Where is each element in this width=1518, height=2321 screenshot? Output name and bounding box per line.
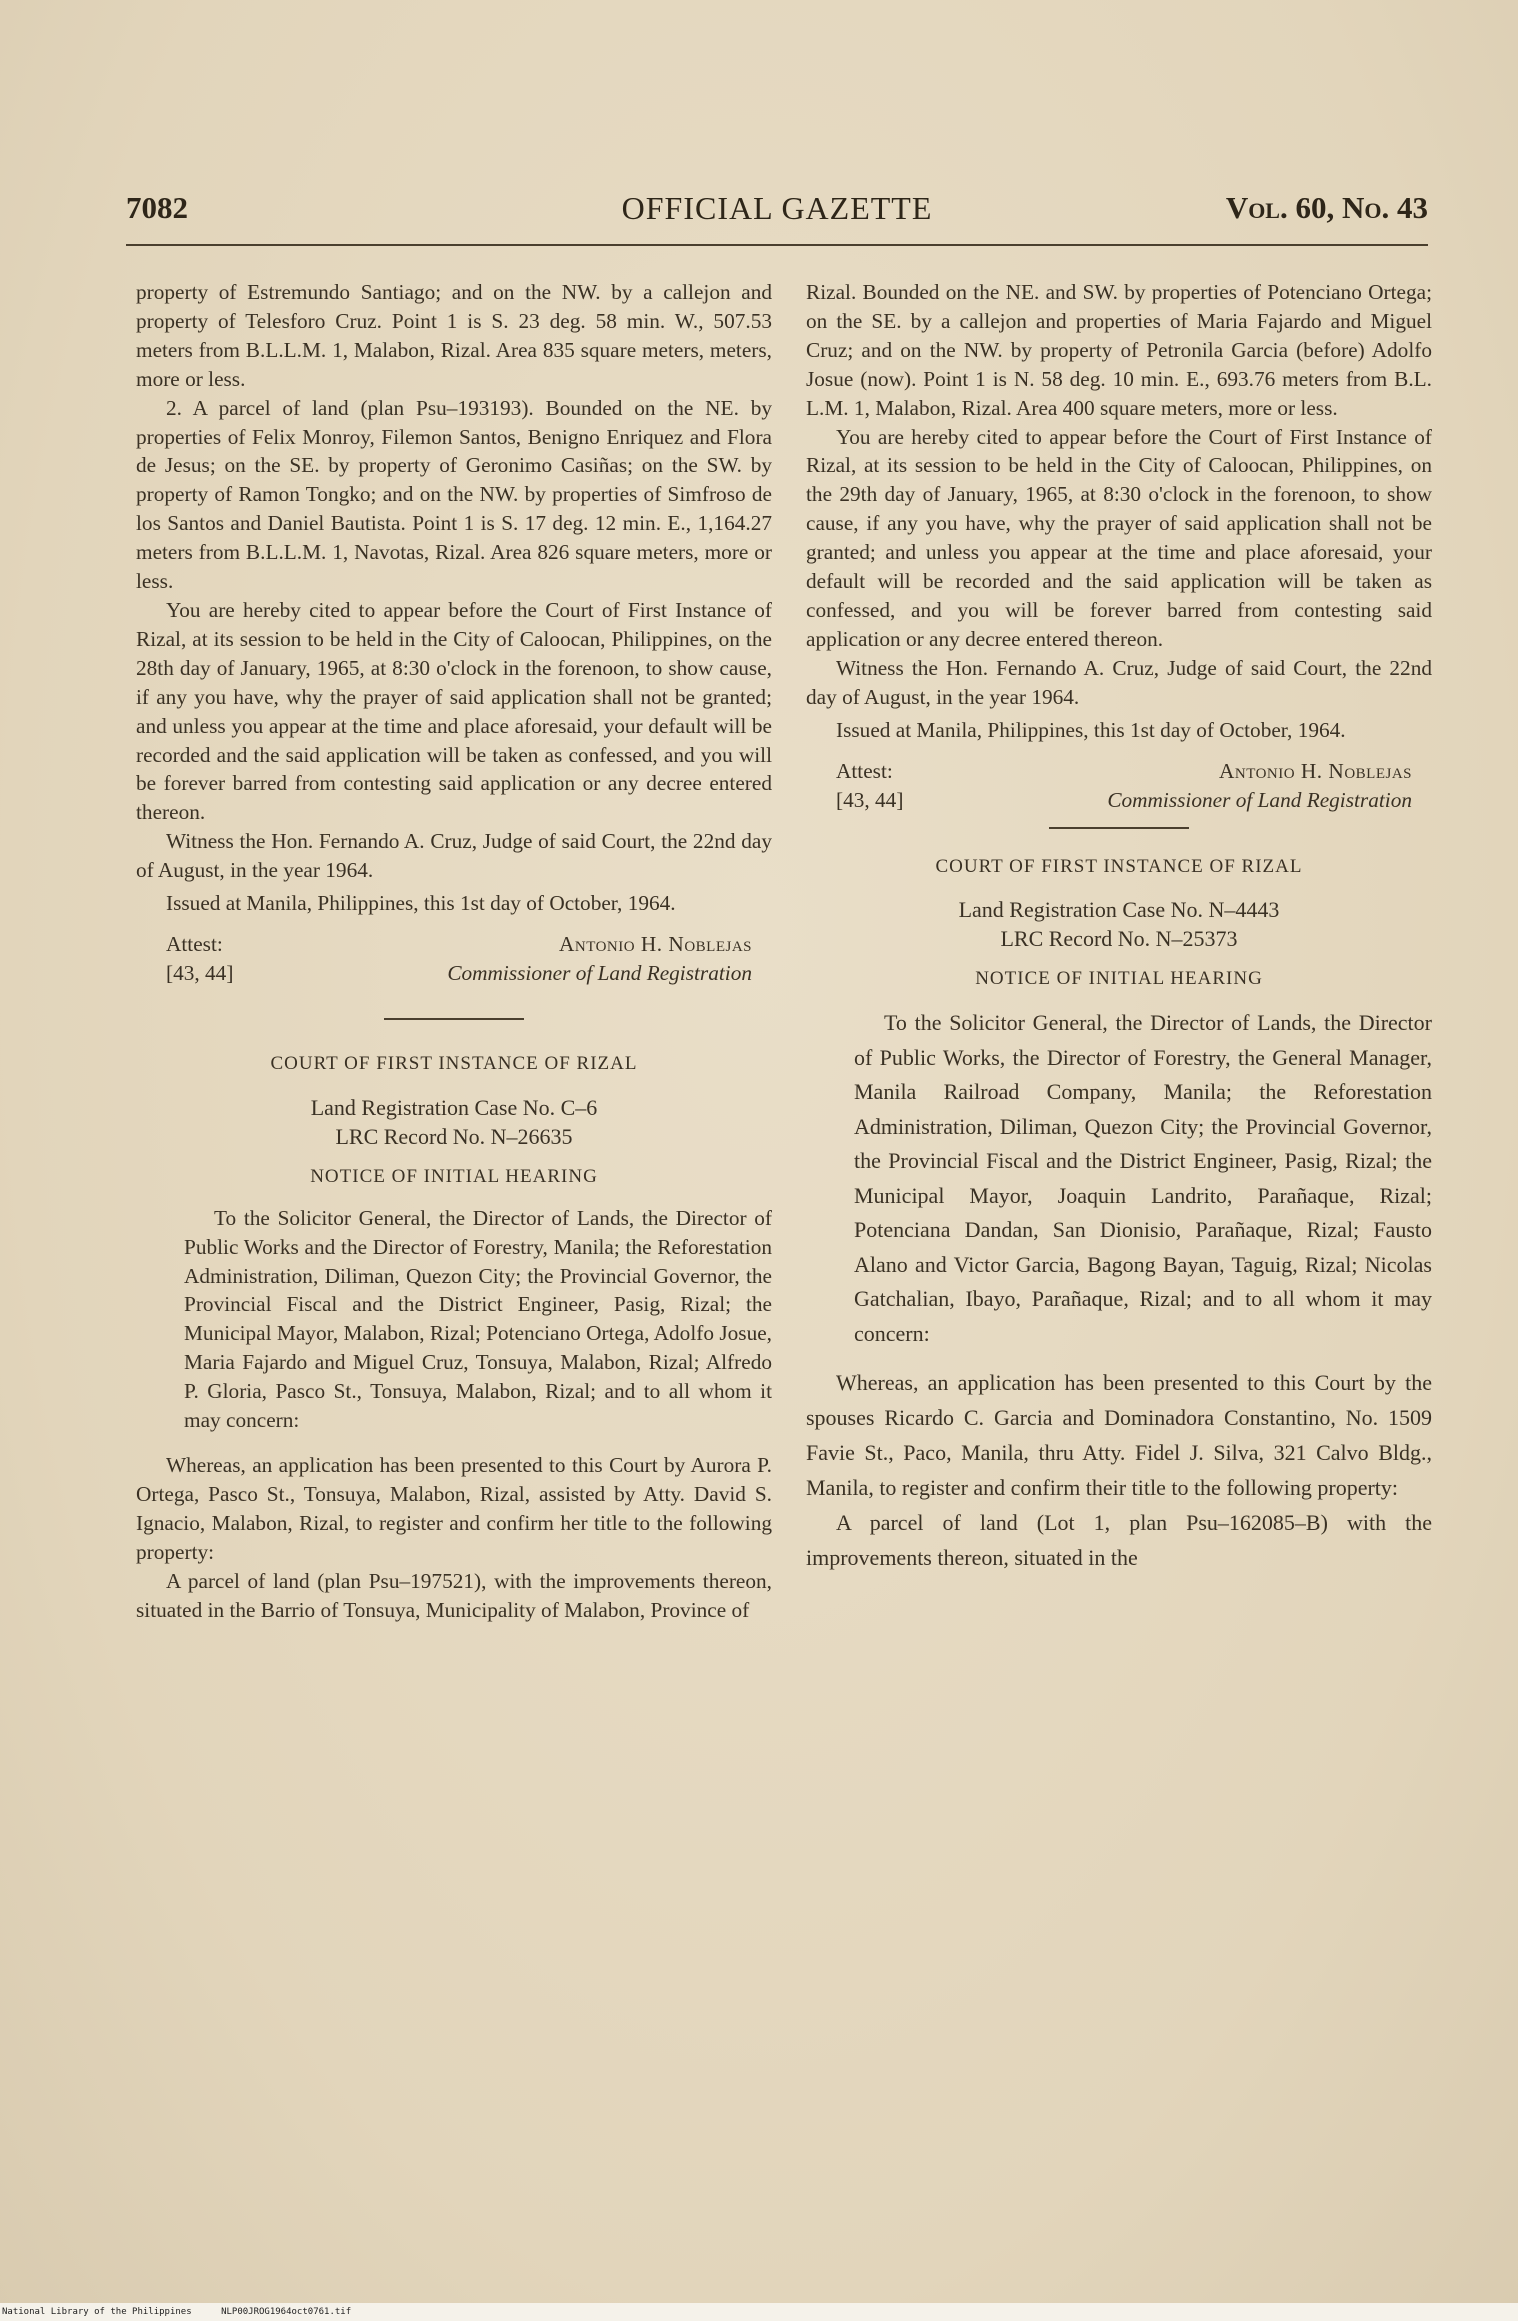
notice-address: To the Solicitor General, the Director of Lands, the Director of Public Works and the Director of Forestry, Manila; the Reforestation Administration, Diliman, Quezon City; the Provincial Governor, the Provincial Fiscal and the District Engineer, Pasig, Rizal; the Municipal Mayor, Malabon, Rizal; Potenciano Ortega, Adolfo Josue, Maria Fajardo and Miguel Cruz, Tonsuya, Malabon, Rizal; Alfredo P. Gloria, Pasco St., Tonsuya, Malabon, Rizal; and to all whom it may concern: — [184, 1205, 772, 1433]
attest-name: Antonio H. Noblejas — [558, 931, 752, 956]
case-number: Land Registration Case No. C–6 — [310, 1094, 598, 1120]
attest-block — [136, 930, 772, 988]
attest-title: Commissioner of Land Registration — [447, 960, 752, 985]
paragraph: Whereas, an application has been presented to this Court by the spouses Ricardo C. Garcia and Dominadora Constantino, No. 1509 Favie St., Paco, Manila, thru Atty. Fidel J. Silva, 321 Calvo Bldg., Manila, to register and confirm their title to the following property: — [806, 1370, 1432, 1501]
page-number: 7082 — [126, 190, 188, 225]
scan-footer — [0, 2303, 1518, 2321]
attest-title: Commissioner of Land Registration — [1107, 787, 1412, 812]
notice-heading: NOTICE OF INITIAL HEARING — [975, 968, 1263, 990]
paragraph: Issued at Manila, Philippines, this 1st day of October, 1964. — [836, 717, 1346, 742]
court-heading: COURT OF FIRST INSTANCE OF RIZAL — [935, 855, 1303, 877]
paragraph: Whereas, an application has been presented to this Court by Aurora P. Ortega, Pasco St., Tonsuya, Malabon, Rizal, assisted by Atty. David S. Ignacio, Malabon, Rizal, to register and confirm her title to the following property: — [136, 1453, 772, 1564]
paragraph: You are hereby cited to appear before the Court of First Instance of Rizal, at its session to be held in the City of Caloocan, Philippines, on the 28th day of January, 1965, at 8:30 o'clock in the forenoon, to show cause, if any you have, why the prayer of said application shall not be granted; and unless you appear at the time and place aforesaid, your default will be recorded and the said application will be taken as confessed, and you will be forever barred from contesting said application or any decree entered thereon. — [136, 597, 772, 825]
volume-number: Vol. 60, No. 43 — [1225, 190, 1428, 225]
paragraph: Witness the Hon. Fernando A. Cruz, Judge of said Court, the 22nd day of August, in the year 1964. — [136, 829, 772, 883]
paragraph: Witness the Hon. Fernando A. Cruz, Judge of said Court, the 22nd day of August, in the year 1964. — [806, 655, 1432, 709]
paragraph: property of Estremundo Santiago; and on the NW. by a callejon and property of Telesforo Cruz. Point 1 is S. 23 deg. 58 min. W., 507.53 meters from B.L.L.M. 1, Malabon, Rizal. Area 835 square meters, meters, more or less. — [136, 280, 772, 391]
case-number: Land Registration Case No. N–4443 — [958, 897, 1280, 923]
paragraph: Issued at Manila, Philippines, this 1st day of October, 1964. — [166, 891, 676, 916]
attest-name: Antonio H. Noblejas — [1218, 758, 1412, 783]
header-rule — [126, 244, 1428, 246]
record-number: LRC Record No. N–26635 — [335, 1123, 573, 1149]
attest-label: Attest: — [836, 758, 893, 783]
paragraph: A parcel of land (Lot 1, plan Psu–162085–B) with the improvements thereon, situated in the — [806, 1510, 1432, 1571]
publication-title: OFFICIAL GAZETTE — [621, 190, 933, 226]
court-heading: COURT OF FIRST INSTANCE OF RIZAL — [270, 1052, 638, 1074]
paragraph: You are hereby cited to appear before the Court of First Instance of Rizal, at its session to be held in the City of Caloocan, Philippines, on the 29th day of January, 1965, at 8:30 o'clock in the forenoon, to show cause, if any you have, why the prayer of said application shall not be granted; and unless you appear at the time and place aforesaid, your default will be recorded and the said application will be taken as confessed, and you will be forever barred from contesting said application or any decree entered thereon. — [806, 424, 1432, 651]
paragraph: 2. A parcel of land (plan Psu–193193). Bounded on the NE. by properties of Felix Monroy, Filemon Santos, Benigno Enriquez and Flora de Jesus; on the SE. by property of Geronimo Casiñas; on the SW. by property of Ramon Tongko; and on the NW. by properties of Simfroso de los Santos and Daniel Bautista. Point 1 is S. 17 deg. 12 min. E., 1,164.27 meters from B.L.L.M. 1, Navotas, Rizal. Area 826 square meters, more or less. — [136, 395, 772, 594]
notice-heading: NOTICE OF INITIAL HEARING — [310, 1165, 598, 1187]
attest-reference: [43, 44] — [836, 787, 904, 812]
attest-block — [806, 757, 1432, 815]
paragraph: A parcel of land (plan Psu–197521), with the improvements thereon, situated in the Barrio of Tonsuya, Municipality of Malabon, Province of — [136, 1568, 772, 1622]
paragraph: Rizal. Bounded on the NE. and SW. by properties of Potenciano Ortega; on the SE. by a callejon and properties of Maria Fajardo and Miguel Cruz; and on the NW. by property of Petronila Garcia (before) Adolfo Josue (now). Point 1 is N. 58 deg. 10 min. E., 693.76 meters from B.L. L.M. 1, Malabon, Rizal. Area 400 square meters, more or less. — [806, 280, 1432, 420]
left-column — [136, 278, 772, 1624]
page-header — [126, 190, 1428, 236]
library-credit: National Library of the Philippines — [2, 2307, 192, 2317]
scan-filename: NLP00JROG1964oct0761.tif — [221, 2307, 352, 2317]
right-column — [806, 278, 1432, 1575]
attest-label: Attest: — [166, 931, 223, 956]
record-number: LRC Record No. N–25373 — [1000, 926, 1238, 952]
attest-reference: [43, 44] — [166, 960, 234, 985]
notice-address: To the Solicitor General, the Director of Lands, the Director of Public Works, the Director of Forestry, the General Manager, Manila Railroad Company, Manila; the Reforestation Administration, Diliman, Quezon City; the Provincial Governor, the Provincial Fiscal and the District Engineer, Pasig, Rizal; the Municipal Mayor, Joaquin Landrito, Parañaque, Rizal; Potenciana Dandan, San Dionisio, Parañaque, Rizal; Fausto Alano and Victor Garcia, Bagong Bayan, Taguig, Rizal; Nicolas Gatchalian, Ibayo, Parañaque, Rizal; and to all whom it may concern: — [854, 1010, 1432, 1346]
